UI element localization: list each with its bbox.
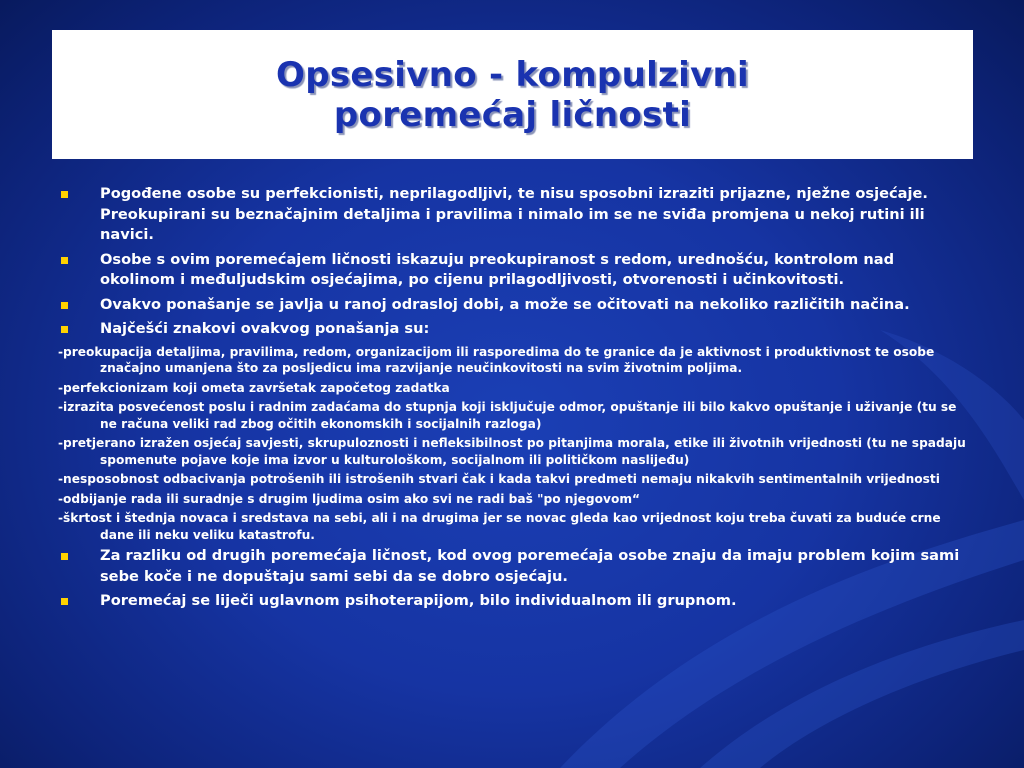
bullet-item: [58, 250, 968, 291]
slide-content: [58, 184, 968, 616]
sign-item: -odbijanje rada ili suradnje s drugim ljudima osim ako svi ne radi baš "po njegovom“: [58, 491, 641, 506]
sign-item: -preokupacija detaljima, pravilima, redom, organizacijom ili rasporedima do te granice da je aktivnost i produktivnost te osobe značajno umanjena što za posljedicu ima razvijanje neučinkovitosti na svim životnim poljima.: [58, 344, 935, 375]
bullet-text: Za razliku od drugih poremećaja ličnost, kod ovog poremećaja osobe znaju da imaju problem kojim sami sebe koče i ne dopuštaju sami sebi da se dobro osjećaju.: [100, 547, 960, 585]
bullet-text: Ovakvo ponašanje se javlja u ranoj odrasloj dobi, a može se očitovati na nekoliko različitih načina.: [100, 295, 910, 313]
bullet-item: [58, 295, 968, 316]
bullet-text: Pogođene osobe su perfekcionisti, neprilagodljivi, te nisu sposobni izraziti prijazne, nježne osjećaje. Preokupirani su beznačajnim detaljima i pravilima i nimalo im se ne sviđa promjena u nekoj rutini ili navici.: [100, 185, 928, 243]
square-bullet-icon: [61, 598, 68, 605]
bullet-item: [58, 319, 968, 340]
square-bullet-icon: [61, 302, 68, 309]
square-bullet-icon: [61, 191, 68, 198]
bullet-text: Poremećaj se liječi uglavnom psihoterapijom, bilo individualnom ili grupnom.: [100, 592, 737, 609]
sign-item: -izrazita posvećenost poslu i radnim zadaćama do stupnja koji isključuje odmor, opuštanje ili bilo kakvo opuštanje i uživanje (tu se ne računa veliki rad zbog očitih ekonomskih i socijalnih razloga): [58, 400, 957, 431]
bullet-text: Najčešći znakovi ovakvog ponašanja su:: [100, 320, 430, 337]
slide-title-line-1: Opsesivno - kompulzivni: [276, 54, 749, 95]
bullet-item: [58, 591, 968, 612]
sign-item: -pretjerano izražen osjećaj savjesti, skrupuloznosti i nefleksibilnost po pitanjima morala, etike ili životnih vrijednosti (tu ne spadaju spomenute pojave koje ima izvor u kulturološkom, socijalnom ili političkom naslijeđu): [58, 436, 966, 467]
square-bullet-icon: [61, 553, 68, 560]
square-bullet-icon: [61, 257, 68, 264]
title-banner: [52, 30, 973, 159]
sign-item: -škrtost i štednja novaca i sredstava na sebi, ali i na drugima jer se novac gleda kao vrijednost koju treba čuvati za buduće crne dane ili neku veliku katastrofu.: [58, 511, 941, 542]
sign-item: -nesposobnost odbacivanja potrošenih ili istrošenih stvari čak i kada takvi predmeti nemaju nikakvih sentimentalnih vrijednosti: [58, 472, 940, 486]
square-bullet-icon: [61, 326, 68, 333]
bullet-item: [58, 546, 968, 587]
bullet-item: [58, 184, 968, 246]
bullet-text: Osobe s ovim poremećajem ličnosti iskazuju preokupiranost s redom, urednošću, kontrolom nad okolinom i međuljudskim osjećajima, po cijenu prilagodljivosti, otvorenosti i učinkovitosti.: [100, 250, 895, 288]
sign-item: -perfekcionizam koji ometa završetak započetog zadatka: [58, 380, 450, 395]
slide-title-line-2: poremećaj ličnosti: [333, 94, 692, 135]
